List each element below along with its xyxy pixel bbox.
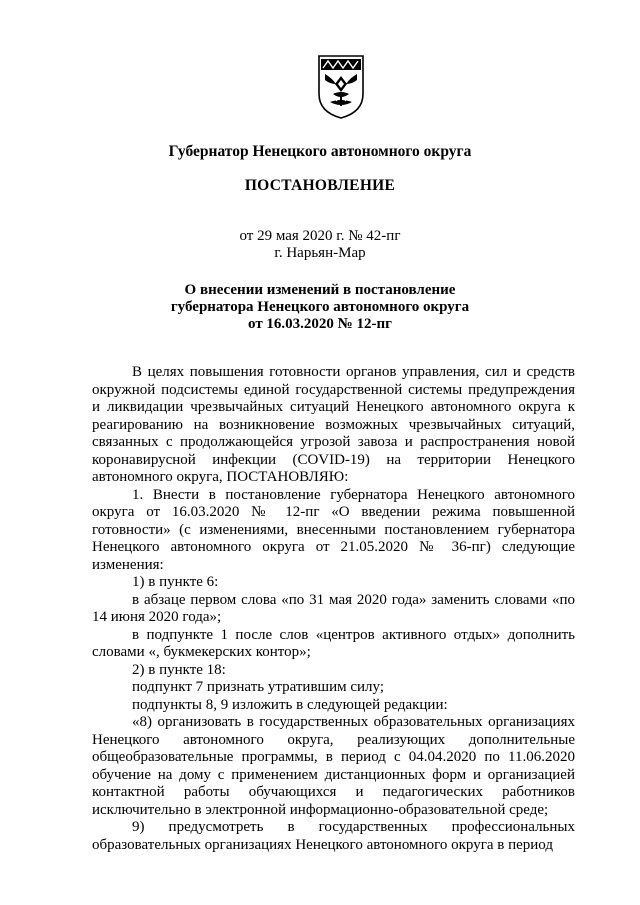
amendment-paragraph-2: в подпункте 1 после слов «центров активного отдых» дополнить словами «, букмекерских контор»; [92,626,575,660]
preamble-paragraph: В целях повышения готовности органов управления, сил и средств окружной подсистемы единой государственной системы предупреждения и ликвидации чрезвычайных ситуаций Ненецкого автономного округа к реагированию на возникновение возможных чрезвычайных ситуаций, связанных с продолжающейся угрозой завоза и распространения новой коронавирусной инфекции (COVID-19) на территории Ненецкого автономного округа, ПОСТАНОВЛЯЮ: [92,364,575,485]
amendment-paragraph-4: подпункты 8, 9 изложить в следующей редакции: [132,696,448,713]
issuing-authority: Губернатор Ненецкого автономного округа [168,143,472,160]
subject-line-3: от 16.03.2020 № 12-пг [248,316,392,332]
amendment-paragraph-3: подпункт 7 признать утратившим силу; [132,679,384,695]
subitem-9-paragraph: 9) предусмотреть в государственных профессиональных образовательных организациях Ненецкого автономного округа в период [92,819,575,853]
amendment-paragraph-1: в абзаце первом слова «по 31 мая 2020 года» заменить словами «по 14 июня 2020 года»; [92,591,575,625]
date-and-number: от 29 мая 2020 г. № 42-пг [239,228,401,244]
document-subject [0,282,640,333]
clause-1-paragraph: 1. Внести в постановление губернатора Ненецкого автономного округа от 16.03.2020 № 12-пг «О введении режима повышенной готовности» (с изменениями, внесенными постановлением губернатора Ненецкого автономного округа от 21.05.2020 № 36-пг) следующие изменения: [92,486,575,573]
subject-line-1: О внесении изменений в постановление [184,282,456,298]
item-1-paragraph: 1) в пункте 6: [132,574,219,590]
coat-of-arms-emblem [316,54,366,120]
subject-line-2: губернатора Ненецкого автономного округа [170,299,470,315]
document-meta [0,228,640,262]
item-2-paragraph: 2) в пункте 18: [132,661,226,678]
document-type-title: ПОСТАНОВЛЕНИЕ [244,177,396,194]
coat-of-arms-icon [316,54,366,120]
place-of-issue: г. Нарьян-Мар [274,245,366,261]
document-body [92,364,575,854]
subitem-8-paragraph: «8) организовать в государственных образовательных организациях Ненецкого автономного округа, реализующих дополнительные общеобразовательные программы, в период с 04.04.2020 по 11.06.2020 обучение на дому с применением дистанционных форм и организацией контактной работы обучающихся и педагогических работников исключительно в электронной информационно-образовательной среде; [92,714,575,818]
